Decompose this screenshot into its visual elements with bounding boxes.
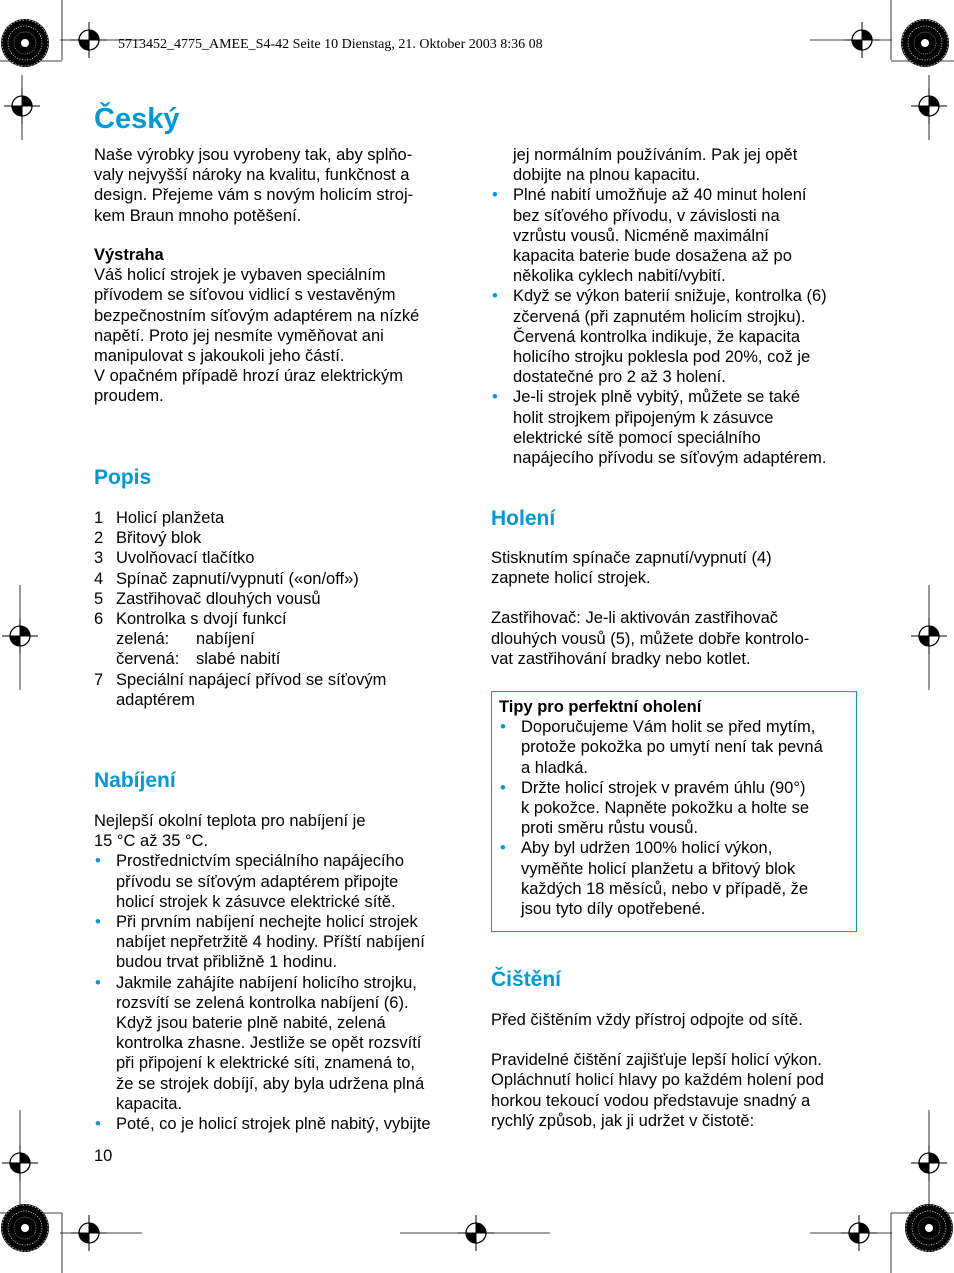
- text-line: Nejlepší okolní teplota pro nabíjení je: [94, 812, 366, 830]
- text-line: vyměňte holicí planžetu a břitový blok: [521, 859, 796, 878]
- text-line: několika cyklech nabití/vybití.: [513, 267, 726, 286]
- cleaning-section: [491, 1010, 859, 1131]
- text-line: bezpečnostním síťovým adaptérem na nízké: [94, 306, 420, 325]
- item-text: Spínač zapnutí/vypnutí («on/off»): [116, 569, 359, 588]
- text-line: napětí. Proto jej nesmíte vyměňovat ani: [94, 326, 384, 345]
- text-line: manipulovat s jakoukoli jeho částí.: [94, 347, 345, 366]
- text-line: dobijte na plnou kapacitu.: [513, 166, 701, 185]
- text-line: kem Braun mnoho potěšení.: [94, 206, 302, 225]
- text-line: proti směru růstu vousů.: [521, 819, 698, 838]
- text-line: • Aby byl udržen 100% holicí výkon,: [521, 839, 773, 858]
- list-item: [94, 569, 462, 589]
- list-item: [94, 589, 462, 609]
- text-line: budou trvat přibližně 1 hodinu.: [116, 953, 338, 972]
- tips-box: [491, 691, 857, 932]
- text-line: • Držte holicí strojek v pravém úhlu (90°): [521, 778, 806, 797]
- text-line: • Při prvním nabíjení nechejte holicí strojek: [116, 913, 418, 932]
- text-line: Když jsou baterie plně nabité, zelená: [116, 1014, 386, 1033]
- list-item: [94, 973, 462, 1114]
- indicator-row-green: [116, 629, 462, 649]
- text-line: 15 °C až 35 °C.: [94, 832, 209, 851]
- text-line: napájecího přívodu se síťovým adaptérem.: [513, 449, 827, 468]
- item-text: Kontrolka s dvojí funkcí: [116, 610, 287, 629]
- text-line: holit strojkem připojeným k zásuvce: [513, 408, 774, 427]
- list-item: [499, 838, 848, 919]
- text-line: dostatečné pro 2 až 3 holení.: [513, 368, 726, 387]
- text-line: Stisknutím spínače zapnutí/vypnutí (4): [491, 549, 772, 567]
- page-title: Český: [94, 103, 180, 135]
- list-item: [94, 851, 462, 912]
- text-line: V opačném případě hrozí úraz elektrickým: [94, 367, 404, 386]
- charging-section: [94, 811, 462, 1134]
- text-line: Opláchnutí holicí hlavy po každém holení pod: [491, 1071, 824, 1090]
- item-text: Břitový blok: [116, 529, 202, 548]
- text-line: holicí strojek k zásuvce elektrické sítě.: [116, 892, 396, 911]
- text-line: Před čištěním vždy přístroj odpojte od sítě.: [491, 1011, 803, 1029]
- text-line: kapacita.: [116, 1094, 183, 1113]
- indicator-meaning: slabé nabití: [196, 650, 281, 669]
- item-number: 1: [94, 509, 104, 527]
- list-item: [94, 508, 462, 528]
- print-header: 5713452_4775_AMEE_S4-42 Seite 10 Dienstag, 21. Oktober 2003 8:36 08: [118, 37, 543, 52]
- parts-list: [94, 508, 462, 710]
- text-line: a hladká.: [521, 758, 588, 777]
- item-text: adaptérem: [116, 690, 195, 709]
- text-line: holicího strojku poklesla pod 20%, což je: [513, 348, 811, 367]
- text-line: kapacita baterie bude dosažena až po: [513, 247, 792, 266]
- text-line: elektrické sítě pomocí speciálního: [513, 428, 761, 447]
- list-item: [94, 1114, 462, 1134]
- text-line: rychlý způsob, jak ji udržet v čistotě:: [491, 1111, 755, 1130]
- text-line: vat zastřihování bradky nebo kotlet.: [491, 649, 751, 668]
- text-line: jsou tyto díly opotřebené.: [521, 900, 706, 919]
- text-line: k pokožce. Napněte pokožku a holte se: [521, 799, 810, 818]
- shaving-section: [491, 548, 859, 669]
- text-line: Váš holicí strojek je vybaven speciálním: [94, 266, 386, 285]
- text-line: přívodem se síťovou vidlicí s vestavěným: [94, 286, 396, 305]
- text-line: • Je-li strojek plně vybitý, můžete se také: [513, 388, 801, 407]
- item-text: Holicí planžeta: [116, 509, 225, 527]
- list-item: [491, 185, 859, 286]
- text-line: protože pokožka po umytí není tak pevná: [521, 738, 823, 757]
- item-text: Uvolňovací tlačítko: [116, 549, 255, 568]
- tips-bullets: [499, 717, 848, 919]
- section-heading-holeni: Holení: [491, 507, 556, 530]
- text-line: horkou tekoucí vodou představuje snadný a: [491, 1091, 811, 1110]
- text-line: přívodu se síťovým adaptérem připojte: [116, 872, 399, 891]
- item-number: 7: [94, 670, 104, 689]
- item-text: Zastřihovač dlouhých vousů: [116, 589, 321, 608]
- text-line: nabíjet nepřetržitě 4 hodiny. Příští nabíjení: [116, 933, 425, 952]
- list-item: [491, 387, 859, 468]
- text-line: design. Přejeme vám s novým holicím stroj-: [94, 186, 414, 205]
- list-item: [94, 670, 462, 710]
- text-line: vzrůstu vousů. Nicméně maximální: [513, 226, 769, 245]
- item-number: 5: [94, 589, 104, 608]
- text-line: kontrolka zhasne. Jestliže se opět rozsvítí: [116, 1034, 422, 1053]
- text-line: zapnete holicí strojek.: [491, 569, 651, 588]
- indicator-row-red: [116, 649, 462, 669]
- item-number: 3: [94, 549, 104, 568]
- list-item: [499, 778, 848, 839]
- text-line: zčervená (při zapnutém holicím strojku).: [513, 307, 806, 326]
- section-heading-popis: Popis: [94, 466, 152, 489]
- text-line: • Prostřednictvím speciálního napájecího: [116, 852, 404, 871]
- list-item: [94, 528, 462, 548]
- indicator-color: červená:: [116, 650, 180, 669]
- item-number: 2: [94, 529, 104, 548]
- battery-bullets: [491, 185, 859, 468]
- text-line: Zastřihovač: Je-li aktivován zastřihovač: [491, 609, 779, 628]
- text-line: bez síťového přívodu, v závislosti na: [513, 206, 780, 225]
- text-line: • Doporučujeme Vám holit se před mytím,: [521, 718, 816, 737]
- intro-paragraph: [94, 145, 462, 226]
- list-item: [94, 548, 462, 568]
- item-number: 4: [94, 569, 104, 588]
- page-number: 10: [94, 1147, 113, 1165]
- text-line: jej normálním používáním. Pak jej opět: [513, 146, 798, 164]
- text-line: Červená kontrolka indikuje, že kapacita: [513, 327, 801, 346]
- item-number: 6: [94, 610, 104, 629]
- list-item: [94, 609, 462, 670]
- section-heading-cisteni: Čištění: [491, 968, 562, 991]
- text-line: Pravidelné čištění zajišťuje lepší holicí výkon.: [491, 1051, 822, 1070]
- text-line: při připojení k elektrické síti, znamená to,: [116, 1054, 415, 1073]
- warning-heading: Výstraha: [94, 246, 164, 264]
- text-line: Naše výrobky jsou vyrobeny tak, aby splňo-: [94, 146, 413, 164]
- text-line: rozsvítí se zelená kontrolka nabíjení (6).: [116, 993, 409, 1012]
- text-line: • Jakmile zahájíte nabíjení holicího strojku,: [116, 973, 417, 992]
- charging-bullets: [94, 851, 462, 1134]
- text-line: • Poté, co je holicí strojek plně nabitý, vybijte: [116, 1115, 431, 1134]
- text-line: každých 18 měsíců, nebo v případě, že: [521, 879, 809, 898]
- text-line: • Když se výkon baterií snižuje, kontrolka (6): [513, 287, 827, 306]
- list-item: [491, 286, 859, 387]
- text-line: dlouhých vousů (5), můžete dobře kontrolo-: [491, 629, 810, 648]
- list-item: [499, 717, 848, 778]
- text-line: valy nejvyšší nároky na kvalitu, funkčnost a: [94, 166, 410, 185]
- tips-heading: Tipy pro perfektní oholení: [499, 698, 702, 716]
- continuation-text: [491, 145, 859, 185]
- text-line: • Plné nabití umožňuje až 40 minut holení: [513, 186, 807, 205]
- indicator-meaning: nabíjení: [196, 630, 255, 649]
- warning-section: [94, 245, 462, 407]
- item-text: Speciální napájecí přívod se síťovým: [116, 670, 387, 689]
- text-line: proudem.: [94, 387, 164, 406]
- list-item: [94, 912, 462, 973]
- charging-continued: [491, 145, 859, 468]
- section-heading-nabijeni: Nabíjení: [94, 769, 176, 792]
- indicator-color: zelená:: [116, 630, 170, 649]
- text-line: že se strojek dobíjí, aby byla udržena plná: [116, 1074, 425, 1093]
